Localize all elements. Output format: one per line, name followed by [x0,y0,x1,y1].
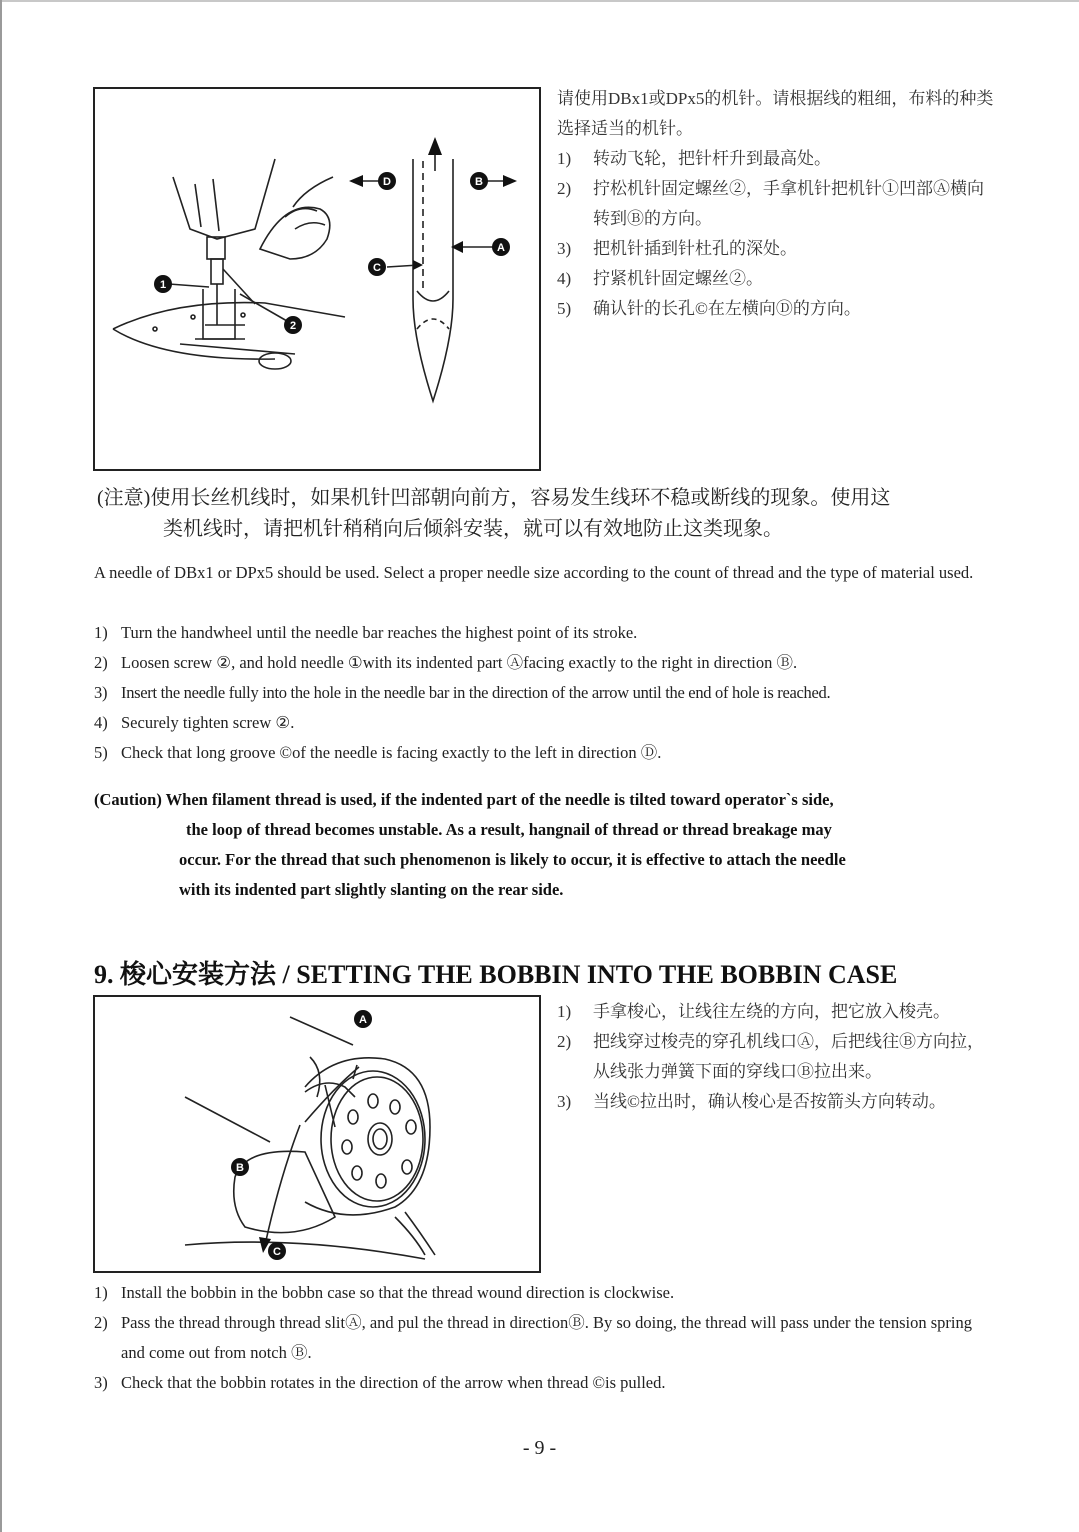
caution-line-2: the loop of thread becomes unstable. As a result, hangnail of thread or thread breakage may [186,820,832,839]
list-item: 1) 手拿梭心，让线往左绕的方向，把它放入梭壳。 [557,1002,950,1021]
list-item: 2) 拧松机针固定螺丝②，手拿机针把机针①凹部Ⓐ横向转到Ⓑ的方向。 [557,179,984,228]
list-item: 4) Securely tighten screw ②. [94,713,295,732]
callout-a: A [497,242,505,254]
cn-note-line-2: 类机线时，请把机针稍稍向后倾斜安装，就可以有效地防止这类现象。 [163,518,783,540]
callout-c: C [373,262,381,274]
en-bobbin-steps-list [94,1278,999,1398]
list-item: 1) 转动飞轮，把针杆升到最高处。 [557,149,831,168]
en-intro-text: A needle of DBx1 or DPx5 should be used. Select a proper needle size according to the count of thread and the type of material used. [94,563,974,582]
callout-b: B [475,176,483,188]
page-top-edge [0,0,1079,2]
bobbin-illustration [95,997,539,1271]
list-item: 3) 把机针插到针杜孔的深处。 [557,239,797,258]
section-heading: 9. 梭心安装方法 / SETTING THE BOBBIN INTO THE BOBBIN CASE [94,960,898,989]
callout-2: 2 [289,320,297,332]
list-item: 1) Turn the handwheel until the needle bar reaches the highest point of its stroke. [94,623,638,642]
list-item: 5) Check that long groove ©of the needle is facing exactly to the left in direction Ⓓ. [94,743,662,762]
list-item: 3) Insert the needle fully into the hole in the needle bar in the direction of the arrow until the end of hole is reached. [94,683,831,702]
callout-b: B [236,1162,244,1174]
en-steps-list [94,618,999,768]
list-item: 1) Install the bobbin in the bobbn case so that the thread wound direction is clockwise. [94,1283,675,1302]
page-number: - 9 - [522,1437,557,1459]
needle-illustration [95,89,539,469]
callout-1: 1 [159,279,167,291]
list-item: 2) Loosen screw ②, and hold needle ①with its indented part Ⓐfacing exactly to the right in direction Ⓑ. [94,653,798,672]
cn-intro-text: 请使用DBx1或DPx5的机针。请根据线的粗细，布料的种类选择适当的机针。 [557,89,994,138]
list-item: 2) 把线穿过梭壳的穿孔机线口Ⓐ，后把线往Ⓑ方向拉，从线张力弹簧下面的穿线口Ⓑ拉出来。 [557,1032,984,1081]
list-item: 3) 当线©拉出时，确认梭心是否按箭头方向转动。 [557,1092,946,1111]
needle-installation-figure [93,87,541,471]
caution-line-1: (Caution) When filament thread is used, if the indented part of the needle is tilted toward operator`s side, [94,790,834,809]
callout-a: A [359,1014,367,1026]
bobbin-figure [93,995,541,1273]
en-caution-note [94,785,999,905]
callout-d: D [383,176,391,188]
page-left-edge [0,0,2,1532]
cn-bobbin-steps-list [557,997,997,1117]
cn-note-line-1: (注意)使用长丝机线时，如果机针凹部朝向前方，容易发生线环不稳或断线的现象。使用这 [97,487,891,509]
cn-caution-note [97,483,997,545]
callout-c: C [273,1246,281,1258]
cn-steps-list [557,144,997,324]
list-item: 2) Pass the thread through thread slitⒶ, and pul the thread in directionⒷ. By so doing, the thread will pass under the tension spring and come out from notch Ⓑ. [94,1313,972,1362]
list-item: 3) Check that the bobbin rotates in the direction of the arrow when thread ©is pulled. [94,1373,666,1392]
list-item: 4) 拧紧机针固定螺丝②。 [557,269,763,288]
caution-line-3: occur. For the thread that such phenomenon is likely to occur, it is effective to attach the needle [179,850,846,869]
caution-line-4: with its indented part slightly slanting on the rear side. [179,880,564,899]
list-item: 5) 确认针的长孔©在左横向Ⓓ的方向。 [557,299,861,318]
